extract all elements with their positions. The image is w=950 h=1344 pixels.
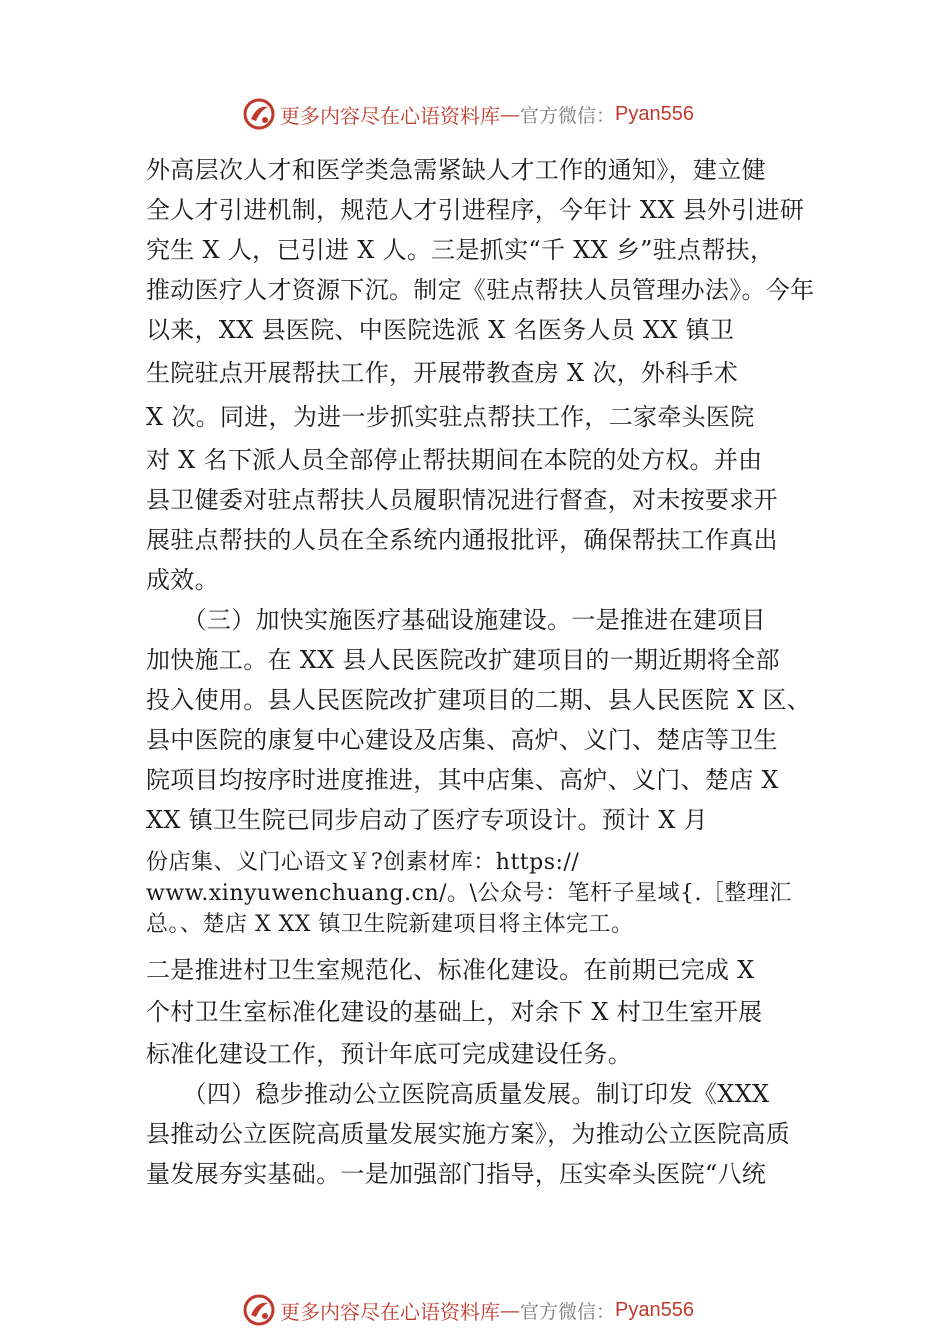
body-line: 究生 X 人，已引进 X 人。三是抓实“千 XX 乡”驻点帮扶，	[146, 236, 775, 264]
body-line: 县推动公立医院高质量发展实施方案》，为推动公立医院高质	[146, 1120, 791, 1148]
banner-separator: —	[500, 102, 520, 126]
body-line: 个村卫生室标准化建设的基础上，对余下 X 村卫生室开展	[146, 998, 763, 1026]
banner-wechat-label: 官方微信：	[520, 1300, 616, 1323]
banner-separator: —	[500, 1298, 520, 1322]
body-line: 展驻点帮扶的人员在全系统内通报批评，确保帮扶工作真出	[146, 526, 778, 554]
body-line: XX 镇卫生院已同步启动了医疗专项设计。预计 X 月	[146, 806, 708, 834]
body-line: 成效。	[146, 566, 219, 594]
header-banner	[242, 96, 694, 132]
banner-wechat-label: 官方微信：	[520, 104, 616, 127]
body-line: 标准化建设工作，预计年底可完成建设任务。	[146, 1040, 632, 1068]
body-line: X 次。同进，为进一步抓实驻点帮扶工作，二家牵头医院	[146, 403, 755, 431]
body-line: （三）加快实施医疗基础设施建设。一是推进在建项目	[146, 606, 766, 634]
body-line: 以来，XX 县医院、中医院选派 X 名医务人员 XX 镇卫	[146, 316, 735, 344]
banner-slogan: 更多内容尽在心语资料库	[280, 103, 500, 128]
body-line: 推动医疗人才资源下沉。制定《驻点帮扶人员管理办法》。今年	[146, 276, 815, 304]
body-line: 份店集、义门心语文￥?创素材库：https://	[146, 850, 580, 875]
body-line: 二是推进村卫生室规范化、标准化建设。在前期已完成 X	[146, 956, 755, 984]
body-line: 对 X 名下派人员全部停止帮扶期间在本院的处方权。并由	[146, 446, 763, 474]
body-line: 总。、楚店 X XX 镇卫生院新建项目将主体完工。	[146, 912, 634, 937]
body-line: （四）稳步推动公立医院高质量发展。制订印发《XXX	[146, 1080, 770, 1108]
library-logo-icon	[242, 1293, 276, 1327]
banner-slogan: 更多内容尽在心语资料库	[280, 1299, 500, 1324]
body-line: 县卫健委对驻点帮扶人员履职情况进行督查，对未按要求开	[146, 486, 778, 514]
body-line: 外高层次人才和医学类急需紧缺人才工作的通知》，建立健	[146, 156, 766, 184]
banner-wechat-id: Pyan556	[615, 1298, 694, 1321]
footer-banner	[242, 1292, 694, 1328]
body-line: 院项目均按序时进度推进，其中店集、高炉、义门、楚店 X	[146, 766, 779, 794]
body-line: 加快施工。在 XX 县人民医院改扩建项目的一期近期将全部	[146, 646, 780, 674]
body-line: 生院驻点开展帮扶工作，开展带教查房 X 次，外科手术	[146, 359, 739, 387]
body-line: 投入使用。县人民医院改扩建项目的二期、县人民医院 X 区、	[146, 686, 812, 714]
banner-wechat-id: Pyan556	[615, 102, 694, 125]
body-line: www.xinyuwenchuang.cn/。\公众号：笔杆子星域{.［整理汇	[146, 881, 792, 906]
body-line: 县中医院的康复中心建设及店集、高炉、义门、楚店等卫生	[146, 726, 778, 754]
body-line: 量发展夯实基础。一是加强部门指导，压实牵头医院“八统	[146, 1160, 767, 1188]
library-logo-icon	[242, 97, 276, 131]
body-line: 全人才引进机制，规范人才引进程序，今年计 XX 县外引进研	[146, 196, 805, 224]
